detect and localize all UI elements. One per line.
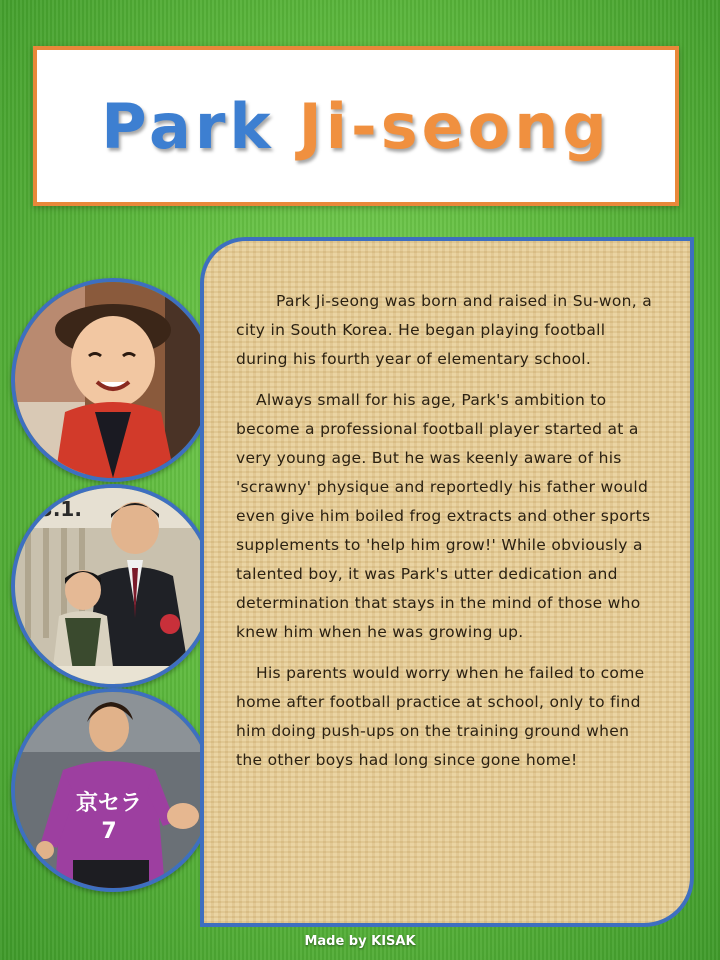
biography-paragraph: His parents would worry when he failed to come home after football practice at school, only to find him doing push-ups on the training ground when the other boys had long since gone home! <box>236 664 645 769</box>
title-banner <box>33 46 679 206</box>
jersey-sponsor-text: 京セラ <box>75 791 143 816</box>
photo-with-father <box>11 484 215 688</box>
page-title <box>101 90 611 163</box>
football-jersey-photo <box>11 688 215 892</box>
biography-paragraph: Park Ji-seong was born and raised in Su-won, a city in South Korea. He began playing football during his fourth year of elementary school. <box>236 292 653 368</box>
childhood-photo <box>11 278 215 482</box>
biography-paragraph: Always small for his age, Park's ambition to become a professional football player started at a very young age. But he was keenly aware of his 'scrawny' physique and reportedly his father would even give him boiled frog extracts and other sports supplements to 'help him grow!' While obviously a talented boy, it was Park's utter dedication and determination that stays in the mind of those who knew him when he was growing up. <box>236 391 651 641</box>
title-last-name: Ji-seong <box>298 89 611 163</box>
photo-date-stamp: 93.1. <box>25 497 82 521</box>
title-first-name: Park <box>101 89 275 163</box>
biography-panel <box>200 237 694 927</box>
credits-footer: Made by KISAK <box>304 934 416 949</box>
jersey-number: 7 <box>101 819 117 844</box>
